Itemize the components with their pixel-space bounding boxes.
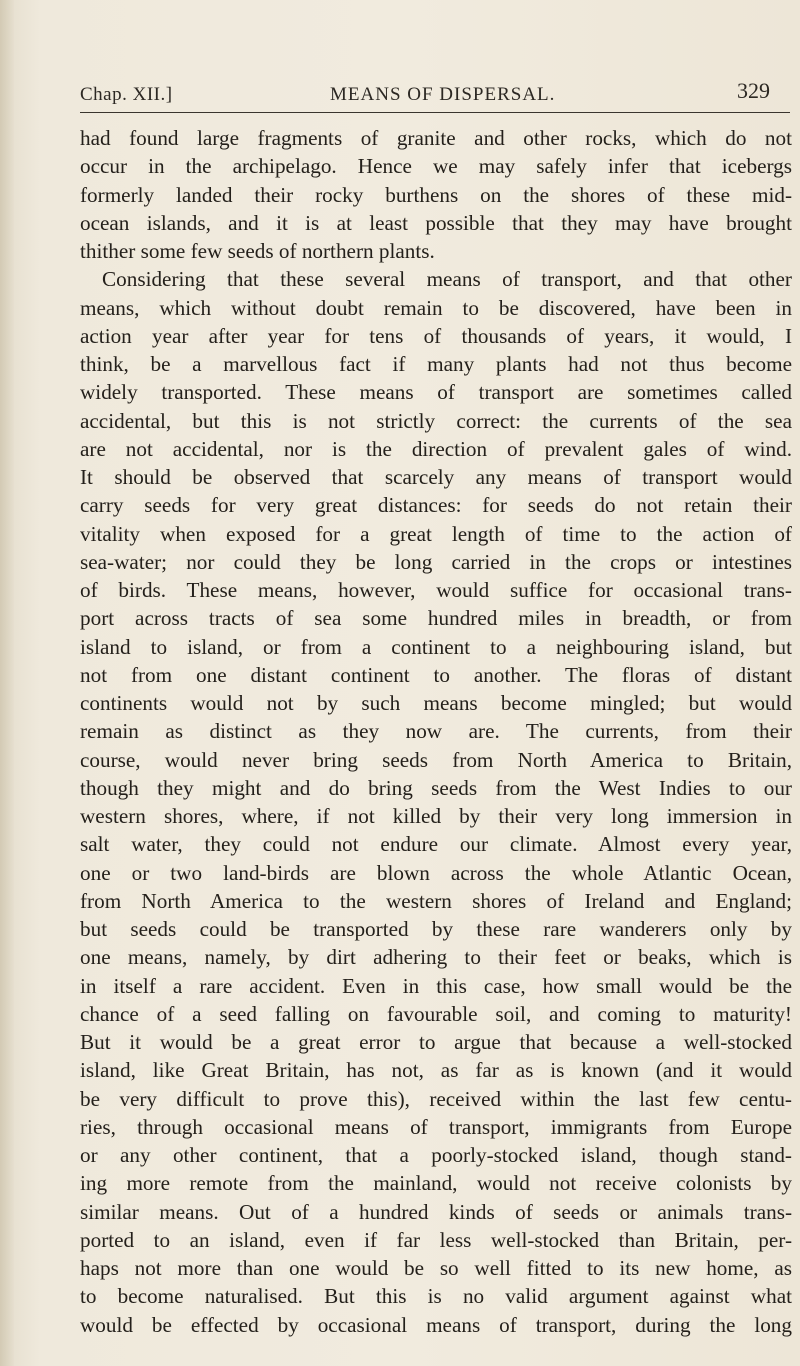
text-line: vitality when exposed for a great length of time to the action of (80, 521, 792, 546)
text-line: haps not more than one would be so well fitted to its new home, as (80, 1256, 792, 1280)
text-line: western shores, where, if not killed by their very long immersion in (80, 804, 792, 828)
text-line: accidental, but this is not strictly correct: the currents of the sea (80, 408, 792, 433)
header-rule (80, 112, 790, 113)
text-line: course, would never bring seeds from North America to Britain, (80, 747, 792, 772)
text-line: or any other continent, that a poorly-stocked island, though stand- (80, 1143, 792, 1167)
text-line: think, be a marvellous fact if many plants had not thus become (80, 352, 792, 376)
text-line: ries, through occasional means of transport, immigrants from Europe (80, 1114, 792, 1139)
text-line: island to island, or from a continent to a neighbouring island, but (80, 634, 792, 659)
text-line: remain as distinct as they now are. The currents, from their (80, 719, 792, 744)
text-line: formerly landed their rocky burthens on the shores of these mid- (80, 182, 792, 207)
text-line: means, which without doubt remain to be discovered, have been in (80, 295, 792, 320)
text-line: ing more remote from the mainland, would not receive colonists by (80, 1171, 792, 1196)
text-line: from North America to the western shores of Ireland and England; (80, 888, 792, 913)
text-line: ocean islands, and it is at least possible that they may have brought (80, 210, 792, 235)
text-line: It should be observed that scarcely any means of transport would (80, 465, 792, 489)
section-title: MEANS OF DISPERSAL. (330, 84, 556, 105)
page-gutter (0, 0, 14, 1366)
text-line: port across tracts of sea some hundred miles in breadth, or from (80, 606, 792, 631)
running-head (80, 78, 790, 108)
text-line: though they might and do bring seeds from the West Indies to our (80, 775, 792, 800)
text-line: not from one distant continent to another. The floras of distant (80, 662, 792, 687)
text-line: carry seeds for very great distances: for seeds do not retain their (80, 493, 792, 518)
text-line: to become naturalised. But this is no valid argument against what (80, 1284, 792, 1309)
page-number: 329 (737, 78, 770, 103)
text-line: occur in the archipelago. Hence we may safely infer that icebergs (80, 154, 792, 179)
text-line: Considering that these several means of transport, and that other (102, 267, 792, 292)
text-line: island, like Great Britain, has not, as far as is known (and it would (80, 1058, 792, 1083)
text-line: one or two land-birds are blown across the whole Atlantic Ocean, (80, 860, 792, 885)
text-line: similar means. Out of a hundred kinds of seeds or animals trans- (80, 1199, 792, 1224)
text-line: But it would be a great error to argue that because a well-stocked (80, 1030, 792, 1054)
text-line: be very difficult to prove this), received within the last few centu- (80, 1086, 792, 1111)
text-line: one means, namely, by dirt adhering to their feet or beaks, which is (80, 945, 792, 970)
text-line: ported to an island, even if far less well-stocked than Britain, per- (80, 1227, 792, 1252)
text-line: chance of a seed falling on favourable soil, and coming to maturity! (80, 1001, 792, 1026)
text-line: in itself a rare accident. Even in this case, how small would be the (80, 973, 792, 998)
text-line: thither some few seeds of northern plants. (80, 239, 435, 263)
text-line: widely transported. These means of transport are sometimes called (80, 380, 792, 405)
body-text (80, 124, 792, 1339)
text-line: sea-water; nor could they be long carried in the crops or intestines (80, 549, 792, 574)
text-line: are not accidental, nor is the direction of prevalent gales of wind. (80, 436, 792, 461)
text-line: but seeds could be transported by these rare wanderers only by (80, 917, 792, 941)
text-line: had found large fragments of granite and other rocks, which do not (80, 126, 792, 150)
text-line: would be effected by occasional means of transport, during the long (80, 1312, 792, 1337)
text-line: continents would not by such means become mingled; but would (80, 691, 792, 715)
chapter-label: Chap. XII.] (80, 84, 173, 105)
text-line: of birds. These means, however, would suffice for occasional trans- (80, 578, 792, 602)
text-line: action year after year for tens of thousands of years, it would, I (80, 323, 792, 348)
text-line: salt water, they could not endure our climate. Almost every year, (80, 832, 792, 857)
